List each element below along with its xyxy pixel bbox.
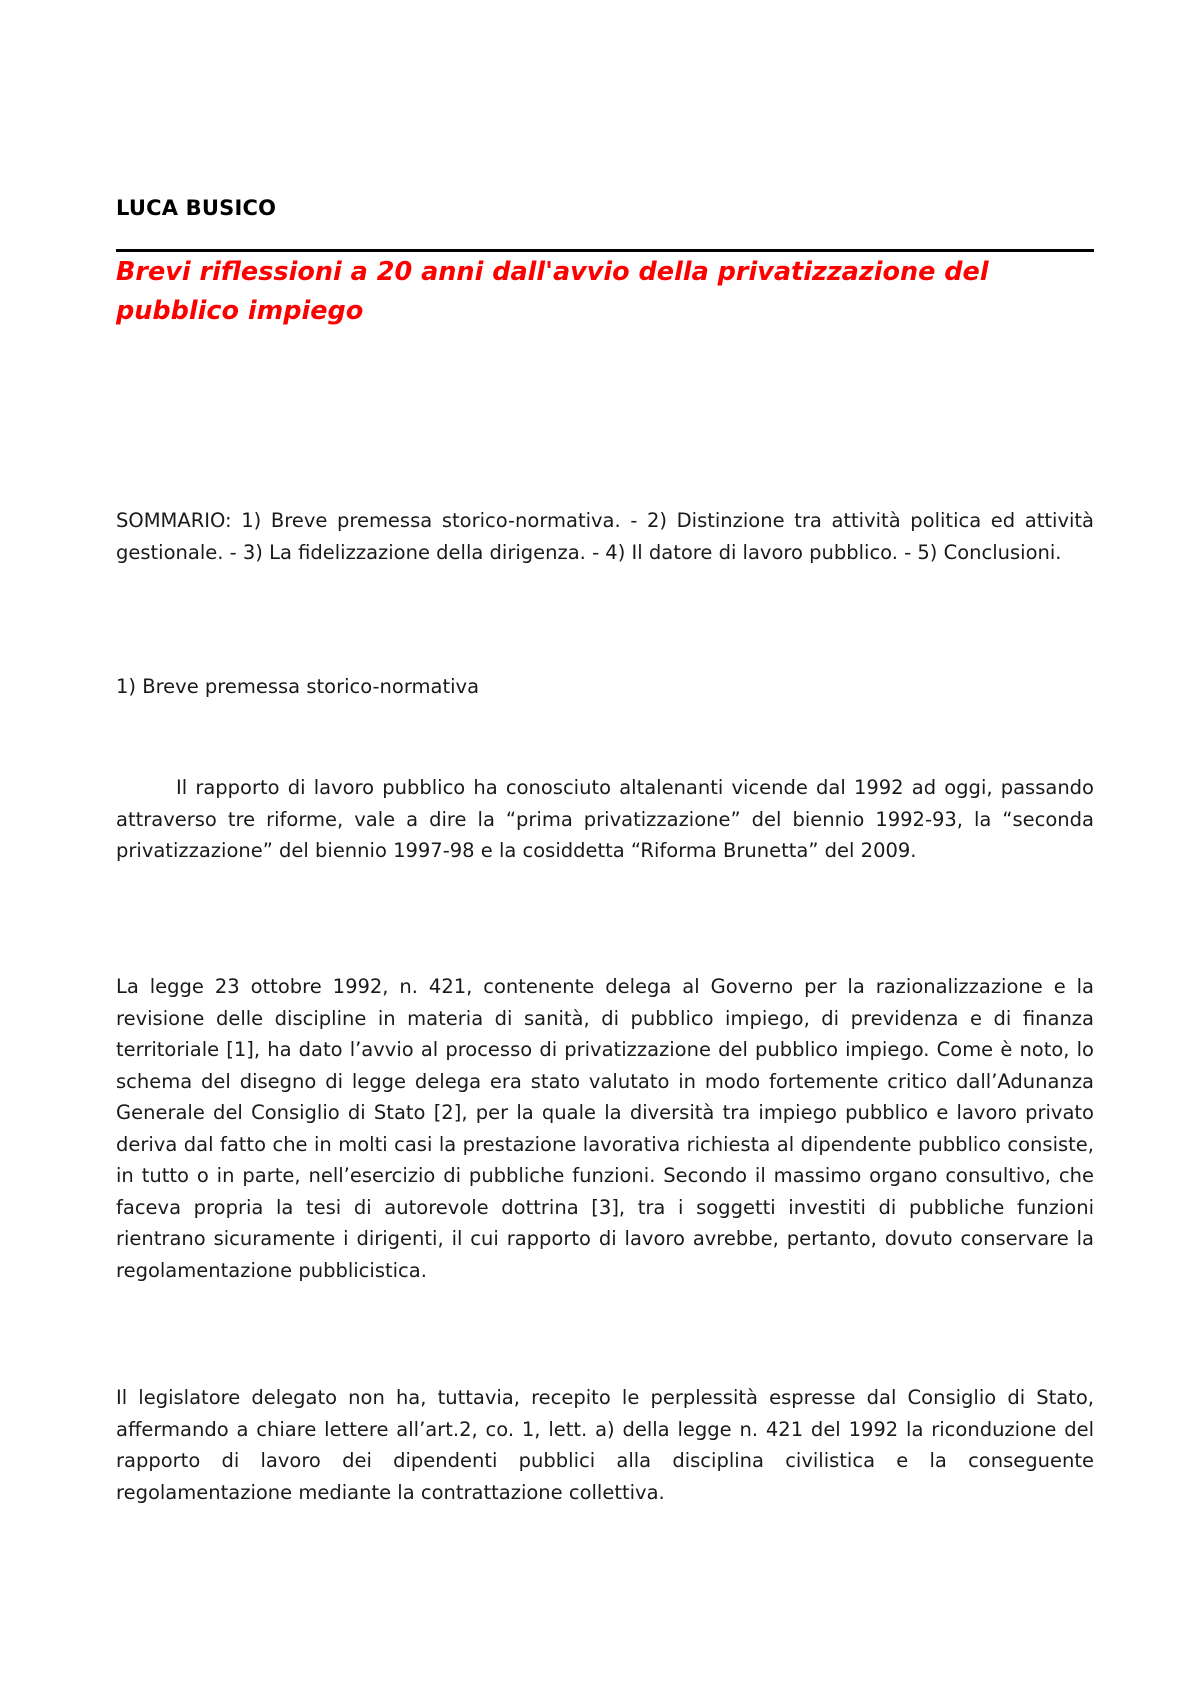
summary-paragraph: SOMMARIO: 1) Breve premessa storico-normativa. - 2) Distinzione tra attività politica ed attività gestionale. - 3) La fidelizzazione della dirigenza. - 4) Il datore di lavoro pubblico. - 5) Conclusioni. [116, 509, 1094, 564]
body-paragraph: La legge 23 ottobre 1992, n. 421, contenente delega al Governo per la razionalizzazione e la revisione delle discipline in materia di sanità, di pubblico impiego, di previdenza e di finanza territoriale [1], ha dato l’avvio al processo di privatizzazione del pubblico impiego. Come è noto, lo schema del disegno di legge delega era stato valutato in modo fortemente critico dall’Adunanza Generale del Consiglio di Stato [2], per la quale la diversità tra impiego pubblico e lavoro privato deriva dal fatto che in molti casi la prestazione lavorativa richiesta al dipendente pubblico consiste, in tutto o in parte, nell’esercizio di pubbliche funzioni. Secondo il massimo organo consultivo, che faceva propria la tesi di autorevole dottrina [3], tra i soggetti investiti di pubbliche funzioni rientrano sicuramente i dirigenti, il cui rapporto di lavoro avrebbe, pertanto, dovuto conservare la regolamentazione pubblicistica. [116, 975, 1094, 1282]
title-divider [116, 249, 1094, 252]
document-title: Brevi riflessioni a 20 anni dall'avvio della privatizzazione del pubblico impiego [116, 257, 989, 326]
section-heading: 1) Breve premessa storico-normativa [116, 675, 480, 698]
author-name: LUCA BUSICO [116, 196, 277, 220]
body-paragraph: Il rapporto di lavoro pubblico ha conosciuto altalenanti vicende dal 1992 ad oggi, passando attraverso tre riforme, vale a dire la “prima privatizzazione” del biennio 1992-93, la “seconda privatizzazione” del biennio 1997-98 e la cosiddetta “Riforma Brunetta” del 2009. [116, 776, 1094, 862]
body-paragraph: Il legislatore delegato non ha, tuttavia, recepito le perplessità espresse dal Consiglio di Stato, affermando a chiare lettere all’art.2, co. 1, lett. a) della legge n. 421 del 1992 la riconduzione del rapporto di lavoro dei dipendenti pubblici alla disciplina civilistica e la conseguente regolamentazione mediante la contrattazione collettiva. [116, 1386, 1094, 1504]
